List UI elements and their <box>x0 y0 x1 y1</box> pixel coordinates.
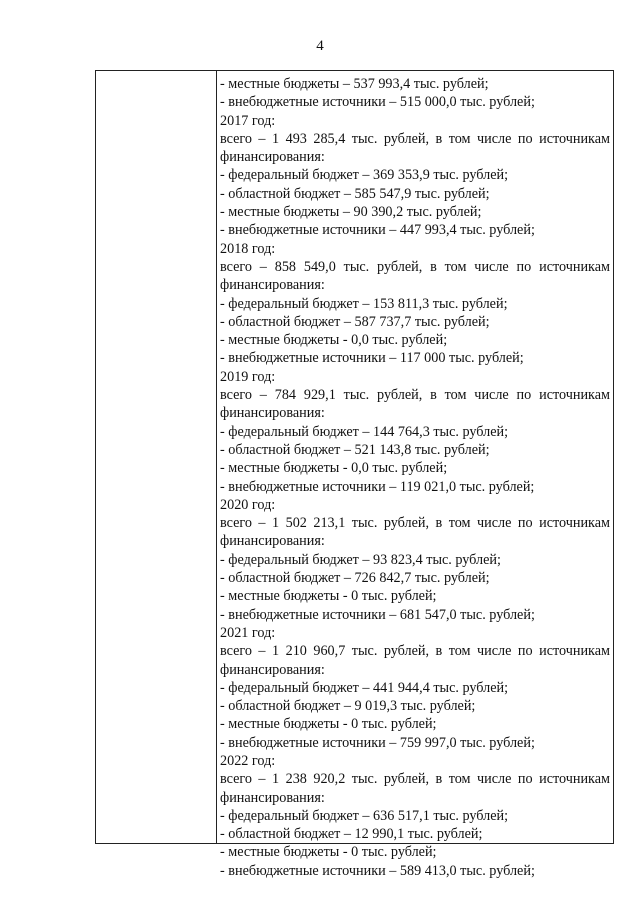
text-line: - местные бюджеты - 0,0 тыс. рублей; <box>220 460 448 477</box>
text-line: всего – 1 210 960,7 тыс. рублей, в том числе по источникам <box>220 643 610 660</box>
text-line: - внебюджетные источники – 759 997,0 тыс. рублей; <box>220 734 535 751</box>
text-line: всего – 784 929,1 тыс. рублей, в том числе по источникам <box>220 387 610 404</box>
text-line: 2022 год: <box>220 752 276 769</box>
text-line: - областной бюджет – 587 737,7 тыс. рублей; <box>220 313 490 330</box>
text-line: всего – 858 549,0 тыс. рублей, в том числе по источникам <box>220 258 610 275</box>
text-line: - внебюджетные источники – 447 993,4 тыс. рублей; <box>220 222 535 239</box>
text-line: - федеральный бюджет – 93 823,4 тыс. рублей; <box>220 551 501 568</box>
text-line: - областной бюджет – 726 842,7 тыс. рублей; <box>220 570 490 587</box>
text-line: 2021 год: <box>220 624 276 641</box>
text-line: - местные бюджеты - 0 тыс. рублей; <box>220 716 437 733</box>
text-line: - местные бюджеты – 537 993,4 тыс. рублей; <box>220 76 489 92</box>
text-line: 2017 год: <box>220 112 276 129</box>
text-line: всего – 1 502 213,1 тыс. рублей, в том числе по источникам <box>220 515 610 532</box>
text-line: - федеральный бюджет – 144 764,3 тыс. рублей; <box>220 423 509 440</box>
text-line: всего – 1 238 920,2 тыс. рублей, в том числе по источникам <box>220 771 610 788</box>
text-line: - областной бюджет – 585 547,9 тыс. рублей; <box>220 185 490 202</box>
text-line: - внебюджетные источники – 515 000,0 тыс. рублей; <box>220 94 535 111</box>
text-line: - внебюджетные источники – 117 000 тыс. рублей; <box>220 350 524 367</box>
text-line: - федеральный бюджет – 441 944,4 тыс. рублей; <box>220 679 509 696</box>
text-line: - федеральный бюджет – 369 353,9 тыс. рублей; <box>220 167 509 184</box>
text-line: финансирования: <box>220 277 325 294</box>
text-line: - местные бюджеты – 90 390,2 тыс. рублей; <box>220 204 482 221</box>
text-line: - местные бюджеты - 0,0 тыс. рублей; <box>220 332 448 349</box>
text-line: - федеральный бюджет – 636 517,1 тыс. рублей; <box>220 807 509 824</box>
text-line: финансирования: <box>220 533 325 550</box>
text-line: всего – 1 493 285,4 тыс. рублей, в том числе по источникам <box>220 130 610 147</box>
text-line: 2018 год: <box>220 240 276 257</box>
table-left-cell <box>96 71 217 843</box>
text-line: - федеральный бюджет – 153 811,3 тыс. рублей; <box>220 295 508 312</box>
text-line: - областной бюджет – 521 143,8 тыс. рублей; <box>220 441 490 458</box>
text-line: финансирования: <box>220 789 325 806</box>
text-line: - местные бюджеты - 0 тыс. рублей; <box>220 588 437 605</box>
text-line: 2020 год: <box>220 496 276 513</box>
text-line: - внебюджетные источники – 589 413,0 тыс. рублей; <box>220 862 535 879</box>
text-line: - областной бюджет – 12 990,1 тыс. рублей; <box>220 826 483 843</box>
text-line: финансирования: <box>220 405 325 422</box>
page-number: 4 <box>316 38 324 54</box>
text-line: - областной бюджет – 9 019,3 тыс. рублей; <box>220 698 476 715</box>
table-right-cell <box>220 75 610 880</box>
text-line: - внебюджетные источники – 119 021,0 тыс. рублей; <box>220 478 535 495</box>
text-line: 2019 год: <box>220 368 276 385</box>
text-line: финансирования: <box>220 661 325 678</box>
funding-table <box>95 70 614 879</box>
text-line: - местные бюджеты - 0 тыс. рублей; <box>220 844 437 861</box>
text-line: - внебюджетные источники – 681 547,0 тыс. рублей; <box>220 606 535 623</box>
text-line: финансирования: <box>220 149 325 166</box>
